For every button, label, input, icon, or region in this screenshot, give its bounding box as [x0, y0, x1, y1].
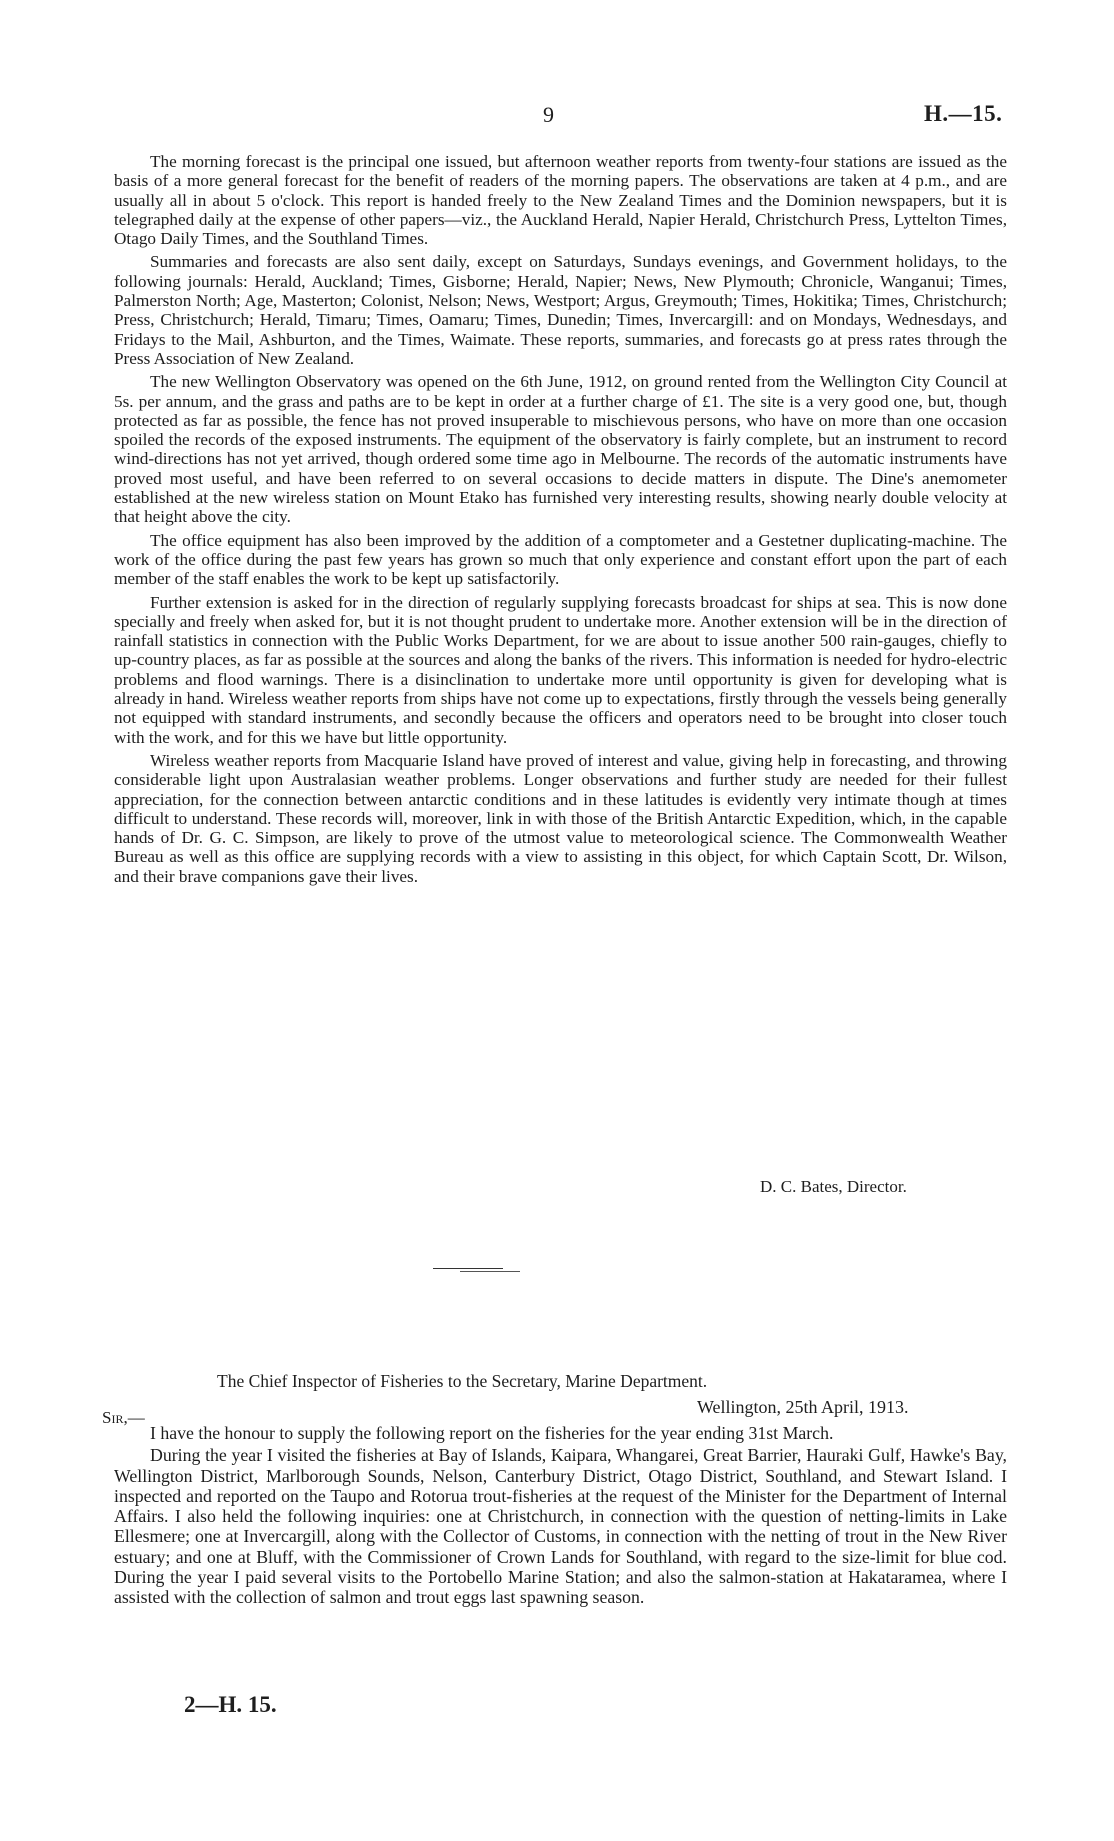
paragraph: Summaries and forecasts are also sent daily, except on Saturdays, Sundays evenings, and Government holidays, to the following journals: Herald, Auckland; Times, Gisborne; Herald, Napier; News, New Plymouth; Chronicle, Wanganui; Times, Palmerston North; Age, Masterton; Colonist, Nelson; News, Westport; Argus, Greymouth; Times, Hokitika; Times, Christchurch; Press, Christchurch; Herald, Timaru; Times, Oamaru; Times, Dunedin; Times, Invercargill: and on Mondays, Wednesdays, and Fridays to the Mail, Ashburton, and the Times, Waimate. These reports, summaries, and forecasts go at press rates through the Press Association of New Zealand.	[114, 252, 1007, 368]
meteorology-report-body	[114, 152, 1007, 890]
section-divider	[433, 1268, 503, 1269]
paragraph: The new Wellington Observatory was opened on the 6th June, 1912, on ground rented from the Wellington City Council at 5s. per annum, and the grass and paths are to be kept in order at a further charge of £1. The site is a very good one, but, though protected as far as possible, the fence has not proved insuperable to mischievous persons, who have on more than one occasion spoiled the records of the exposed instruments. The equipment of the observatory is fairly complete, but an instrument to record wind-directions has not yet arrived, though ordered some time ago in Melbourne. The records of the automatic instruments have proved most useful, and have been referred to on several occasions to decide matters in dispute. The Dine's anemometer established at the new wireless station on Mount Etako has furnished very interesting results, showing nearly double velocity at that height above the city.	[114, 372, 1007, 527]
paragraph: Further extension is asked for in the direction of regularly supplying forecasts broadcast for ships at sea. This is now done specially and freely when asked for, but it is not thought prudent to undertake more. Another extension will be in the direction of rainfall statistics in connection with the Public Works Department, for we are about to issue another 500 rain-gauges, chiefly to up-country places, as far as possible at the sources and along the banks of the rivers. This information is needed for hydro-electric problems and flood warnings. There is a disinclination to undertake more until opportunity is given for developing what is already in hand. Wireless weather reports from ships have not come up to expectations, firstly through the vessels being generally not equipped with standard instruments, and secondly because the officers and operators need to be brought into closer touch with the work, and for this we have but little opportunity.	[114, 592, 1007, 747]
paragraph: The office equipment has also been improved by the addition of a comptometer and a Gestetner duplicating-machine. The work of the office during the past few years has grown so much that only experience and constant effort upon the part of each member of the staff enables the work to be kept up satisfactorily.	[114, 530, 1007, 589]
letter-date: Wellington, 25th April, 1913.	[697, 1397, 909, 1417]
sheet-mark: 2—H. 15.	[184, 1692, 277, 1717]
paragraph: The morning forecast is the principal one issued, but afternoon weather reports from twenty-four stations are issued as the basis of a more general forecast for the benefit of readers of the morning papers. The observations are taken at 4 p.m., and are usually all in about 5 o'clock. This report is handed freely to the New Zealand Times and the Dominion newspapers, but it is telegraphed daily at the expense of other papers—viz., the Auckland Herald, Napier Herald, Christchurch Press, Lyttelton Times, Otago Daily Times, and the Southland Times.	[114, 152, 1007, 249]
section-divider-secondary	[460, 1271, 520, 1272]
paragraph: During the year I visited the fisheries at Bay of Islands, Kaipara, Whangarei, Great Barrier, Hauraki Gulf, Hawke's Bay, Wellington District, Marlborough Sounds, Nelson, Canterbury District, Otago District, Southland, and Stewart Island. I inspected and reported on the Taupo and Rotorua trout-fisheries at the request of the Minister for the Department of Internal Affairs. I also held the following inquiries: one at Christchurch, in connection with the question of netting-limits in Lake Ellesmere; one at Invercargill, along with the Collector of Customs, in connection with the netting of trout in the New River estuary; and one at Bluff, with the Commissioner of Crown Lands for Southland, with regard to the size-limit for blue cod. During the year I paid several visits to the Portobello Marine Station; and also the salmon-station at Hakataramea, where I assisted with the collection of salmon and trout eggs last spawning season.	[114, 1445, 1007, 1608]
document-reference: H.—15.	[924, 101, 1003, 126]
fisheries-report-body	[114, 1423, 1007, 1610]
paragraph: I have the honour to supply the following report on the fisheries for the year ending 31st March.	[150, 1423, 834, 1443]
salutation: Sir,—	[102, 1408, 145, 1427]
paragraph: Wireless weather reports from Macquarie Island have proved of interest and value, giving help in forecasting, and throwing considerable light upon Australasian weather problems. Longer observations and further study are needed for their fullest appreciation, for the connection between antarctic conditions and in these latitudes is evidently very intimate though at times difficult to understand. These records will, moreover, link in with those of the British Antarctic Expedition, which, in the capable hands of Dr. G. C. Simpson, are likely to prove of the utmost value to meteorological science. The Commonwealth Weather Bureau as well as this office are supplying records with a view to assisting in this object, for which Captain Scott, Dr. Wilson, and their brave companions gave their lives.	[114, 750, 1007, 886]
director-signature: D. C. Bates, Director.	[760, 1177, 907, 1196]
letter-heading: The Chief Inspector of Fisheries to the Secretary, Marine Department.	[217, 1371, 708, 1391]
page-number: 9	[543, 102, 554, 127]
